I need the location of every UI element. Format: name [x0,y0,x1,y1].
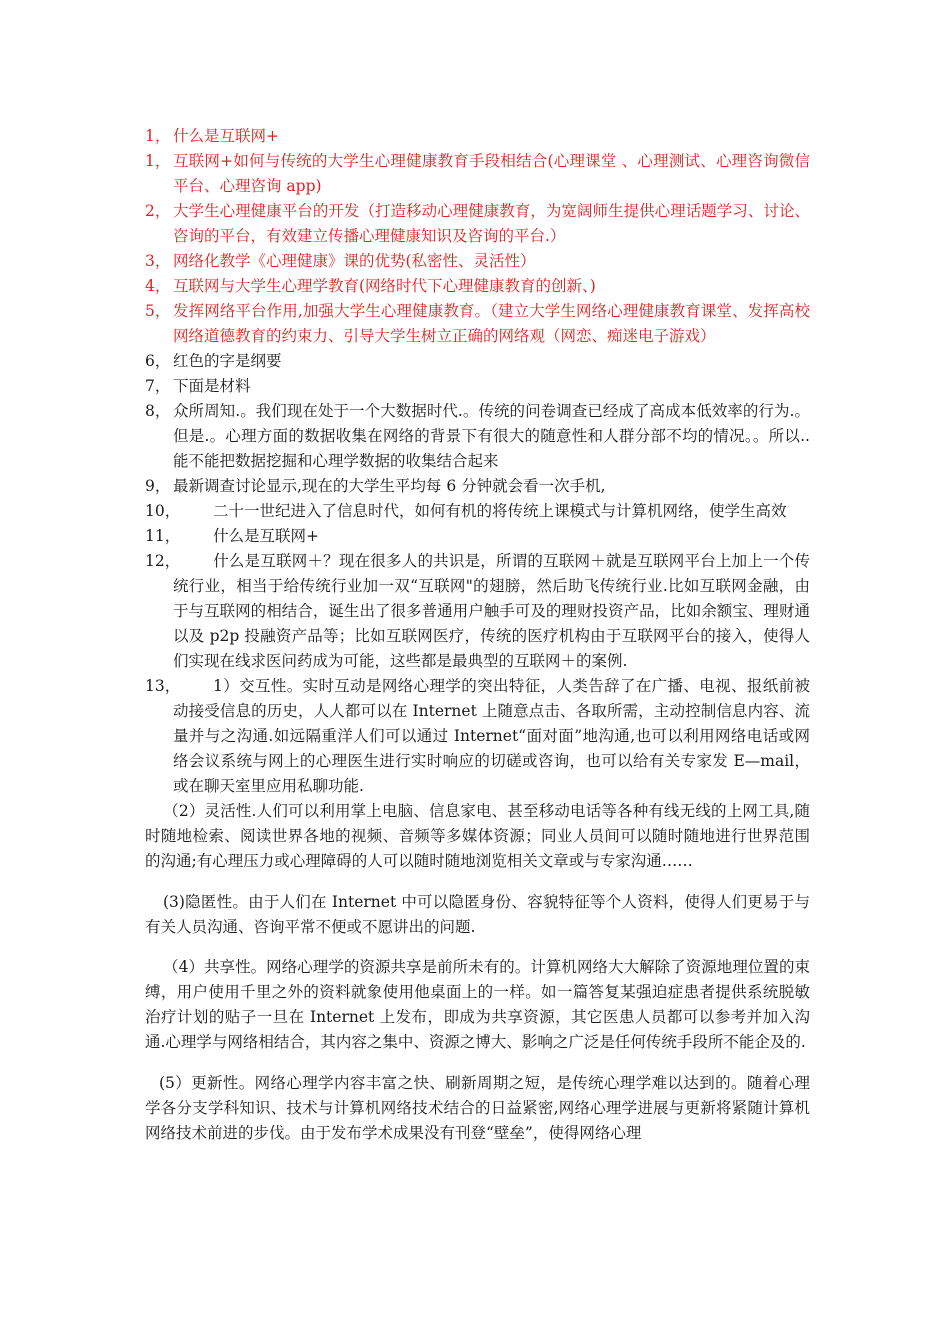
list-item [145,374,810,399]
list-text: 互联网与大学生心理学教育(网络时代下心理健康教育的创新、) [173,277,596,295]
list-number: 13， [145,677,181,695]
list-number: 3， [145,252,171,270]
paragraph-text: （4）共享性。网络心理学的资源共享是前所未有的。计算机网络大大解除了资源地理位置的束缚，用户使用千里之外的资料就象使用他桌面上的一样。如一篇答复某强迫症患者提供系统脱敏治疗计划的贴子一旦在 Internet 上发布，即成为共享资源，其它医患人员都可以参考并加入沟通.心理学与网络相结合，其内容之集中、资源之博大、影响之广泛是任何传统手段所不能企及的. [145,958,810,1051]
list-text: 最新调查讨论显示,现在的大学生平均每 6 分钟就会看一次手机, [173,477,606,495]
list-number: 2， [145,202,171,220]
list-text-content: 什么是互联网+ [213,527,319,545]
list-text [173,524,810,549]
list-text-content: 二十一世纪进入了信息时代，如何有机的将传统上课模式与计算机网络，使学生高效 [213,502,787,520]
list-item [145,299,810,349]
list-text [173,499,810,524]
document-body [145,124,810,1161]
list-text: 互联网+如何与传统的大学生心理健康教育手段相结合(心理课堂 、心理测试、心理咨询微信平台、心理咨询 app) [173,152,810,195]
list-text: 什么是互联网+ [173,127,279,145]
list-text: 下面是材料 [173,377,251,395]
list-item [145,474,810,499]
list-item [145,549,810,674]
body-paragraph [145,955,810,1055]
list-text [173,549,810,674]
list-item [145,399,810,474]
list-text: 红色的字是纲要 [173,352,282,370]
list-item [145,199,810,249]
paragraph-text: （2）灵活性.人们可以利用掌上电脑、信息家电、甚至移动电话等各种有线无线的上网工具,随时随地检索、阅读世界各地的视频、音频等多媒体资源；同业人员间可以随时随地进行世界范围的沟通;有心理压力或心理障碍的人可以随时随地浏览相关文章或与专家沟通…… [145,802,810,870]
list-item [145,499,810,524]
list-number: 11， [145,527,181,545]
list-text [173,674,810,799]
list-text: 众所周知.。我们现在处于一个大数据时代.。传统的问卷调查已经成了高成本低效率的行为.。但是.。心理方面的数据收集在网络的背景下有很大的随意性和人群分部不均的情况。。所以..能不能把数据挖掘和心理学数据的收集结合起来 [173,402,810,470]
list-text: 大学生心理健康平台的开发（打造移动心理健康教育，为宽阔师生提供心理话题学习、讨论、咨询的平台，有效建立传播心理健康知识及咨询的平台.） [173,202,810,245]
list-text: 网络化教学《心理健康》课的优势(私密性、灵活性） [173,252,536,270]
list-number: 8， [145,402,171,420]
list-item [145,524,810,549]
list-item [145,274,810,299]
list-number: 6， [145,352,171,370]
list-number: 7， [145,377,171,395]
list-item [145,149,810,199]
list-text-content: 1）交互性。实时互动是网络心理学的突出特征，人类告辞了在广播、电视、报纸前被动接受信息的历史，人人都可以在 Internet 上随意点击、各取所需，主动控制信息内容、流量并与之沟通.如远隔重洋人们可以通过 Internet“面对面”地沟通,也可以利用网络电话或网络会议系统与网上的心理医生进行实时响应的切磋或咨询，也可以给有关专家发 E—mail，或在聊天室里应用私聊功能. [173,677,810,795]
list-number: 1， [145,152,171,170]
list-number: 10， [145,502,181,520]
paragraph-text: (5）更新性。网络心理学内容丰富之快、刷新周期之短，是传统心理学难以达到的。随着心理学各分支学科知识、技术与计算机网络技术结合的日益紧密,网络心理学进展与更新将紧随计算机网络技术前进的步伐。由于发布学术成果没有刊登“壁垒”，使得网络心理 [145,1073,810,1142]
list-text: 发挥网络平台作用,加强大学生心理健康教育。（建立大学生网络心理健康教育课堂、发挥高校网络道德教育的约束力、引导大学生树立正确的网络观（网恋、痴迷电子游戏） [173,302,810,345]
list-text-content: 什么是互联网＋？现在很多人的共识是，所谓的互联网＋就是互联网平台上加上一个传统行业，相当于给传统行业加一双“互联网"的翅膀，然后助飞传统行业.比如互联网金融，由于与互联网的相结合，诞生出了很多普通用户触手可及的理财投资产品，比如余额宝、理财通以及 p2p 投融资产品等；比如互联网医疗，传统的医疗机构由于互联网平台的接入，使得人们实现在线求医问药成为可能，这些都是最典型的互联网＋的案例. [173,552,810,670]
list-number: 4， [145,277,171,295]
list-number: 12， [145,552,181,570]
body-paragraph [145,1071,810,1146]
list-number: 1， [145,127,171,145]
body-paragraph [145,799,810,874]
list-number: 5， [145,302,171,320]
list-item [145,349,810,374]
paragraph-text: (3)隐匿性。由于人们在 Internet 中可以隐匿身份、容貌特征等个人资料，使得人们更易于与有关人员沟通、咨询平常不便或不愿讲出的问题. [145,892,810,936]
list-item [145,674,810,799]
list-item [145,124,810,149]
list-item [145,249,810,274]
body-paragraph [145,890,810,940]
list-number: 9， [145,477,171,495]
